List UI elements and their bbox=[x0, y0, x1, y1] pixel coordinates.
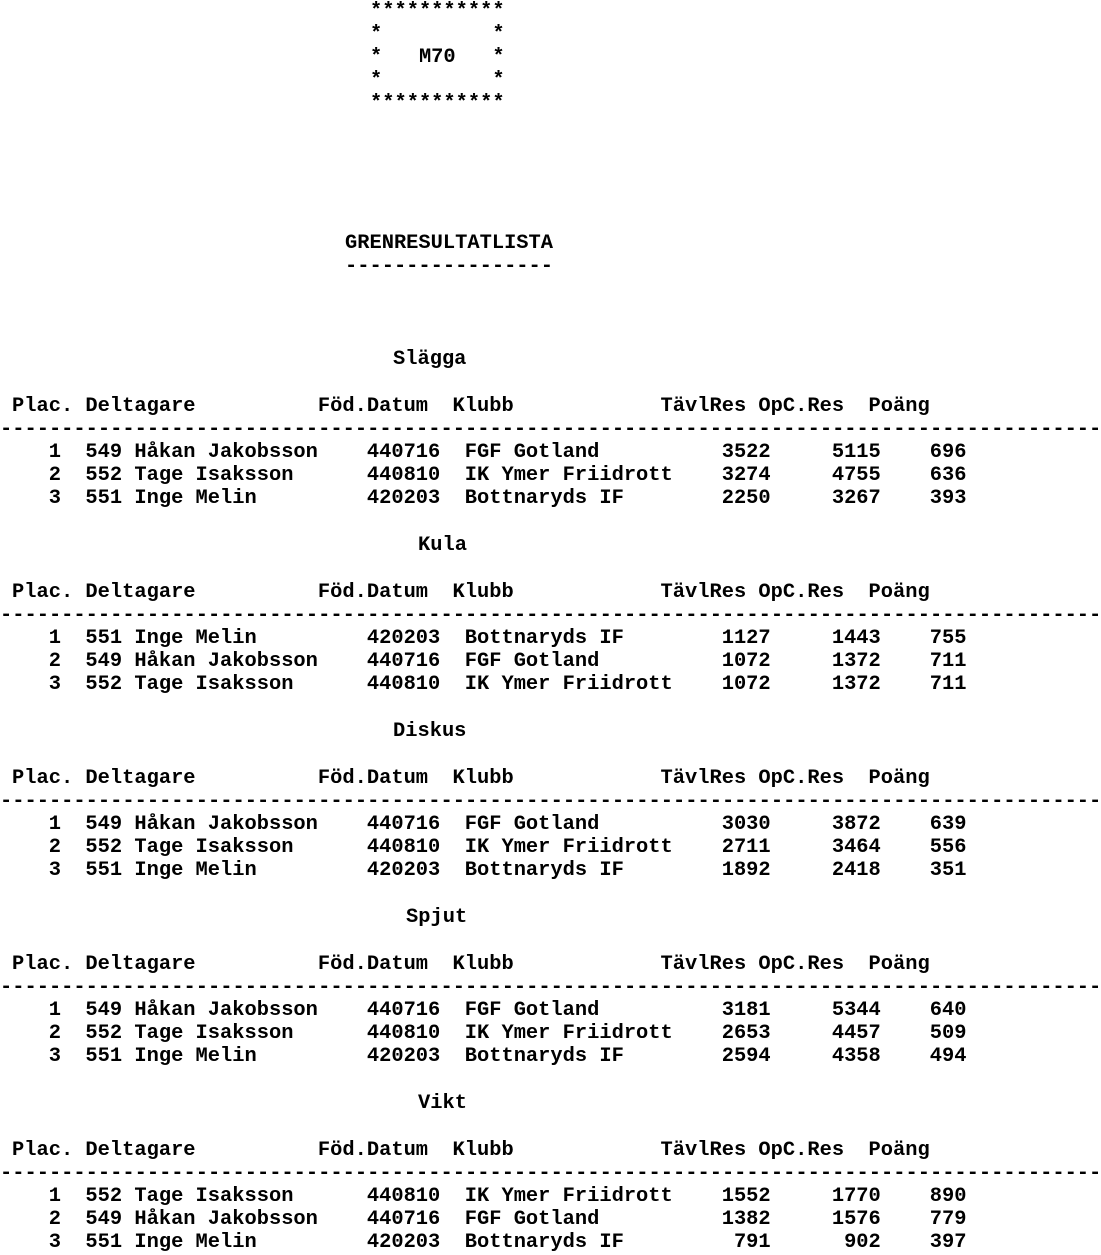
banner-line-5: *********** bbox=[370, 92, 505, 115]
table-header: Plac. Deltagare Föd.Datum Klubb TävlRes OpC.Res Poäng bbox=[12, 1139, 930, 1162]
event-title: Spjut bbox=[406, 906, 468, 929]
banner-line-2: * * bbox=[370, 23, 505, 46]
table-header: Plac. Deltagare Föd.Datum Klubb TävlRes OpC.Res Poäng bbox=[12, 581, 930, 604]
table-row: 2 552 Tage Isaksson 440810 IK Ymer Friidrott 2711 3464 556 bbox=[12, 836, 967, 859]
table-row: 3 552 Tage Isaksson 440810 IK Ymer Friidrott 1072 1372 711 bbox=[12, 673, 967, 696]
table-row: 1 549 Håkan Jakobsson 440716 FGF Gotland 3030 3872 639 bbox=[12, 813, 967, 836]
table-row: 3 551 Inge Melin 420203 Bottnaryds IF 2250 3267 393 bbox=[12, 487, 967, 510]
event-title: Slägga bbox=[393, 348, 467, 371]
page-title-underline: ----------------- bbox=[345, 255, 554, 278]
table-row: 2 552 Tage Isaksson 440810 IK Ymer Friidrott 3274 4755 636 bbox=[12, 464, 967, 487]
event-title: Kula bbox=[418, 534, 467, 557]
table-row: 2 549 Håkan Jakobsson 440716 FGF Gotland 1382 1576 779 bbox=[12, 1208, 967, 1231]
table-rule: ------------------------------------------------------------------------------------------ bbox=[0, 1162, 1101, 1185]
table-rule: ------------------------------------------------------------------------------------------ bbox=[0, 418, 1101, 441]
table-rule: ------------------------------------------------------------------------------------------ bbox=[0, 604, 1101, 627]
banner-line-4: * * bbox=[370, 69, 505, 92]
event-title: Vikt bbox=[418, 1092, 467, 1115]
table-row: 1 551 Inge Melin 420203 Bottnaryds IF 1127 1443 755 bbox=[12, 627, 967, 650]
table-row: 3 551 Inge Melin 420203 Bottnaryds IF 1892 2418 351 bbox=[12, 859, 967, 882]
table-row: 1 549 Håkan Jakobsson 440716 FGF Gotland 3181 5344 640 bbox=[12, 999, 967, 1022]
table-row: 3 551 Inge Melin 420203 Bottnaryds IF 791 902 397 bbox=[12, 1231, 967, 1254]
page-title: GRENRESULTATLISTA bbox=[345, 232, 554, 255]
table-row: 2 549 Håkan Jakobsson 440716 FGF Gotland 1072 1372 711 bbox=[12, 650, 967, 673]
table-row: 3 551 Inge Melin 420203 Bottnaryds IF 2594 4358 494 bbox=[12, 1045, 967, 1068]
banner-line-1: *********** bbox=[370, 0, 505, 23]
event-title: Diskus bbox=[393, 720, 467, 743]
table-rule: ------------------------------------------------------------------------------------------ bbox=[0, 790, 1101, 813]
table-header: Plac. Deltagare Föd.Datum Klubb TävlRes OpC.Res Poäng bbox=[12, 395, 930, 418]
table-header: Plac. Deltagare Föd.Datum Klubb TävlRes OpC.Res Poäng bbox=[12, 953, 930, 976]
table-header: Plac. Deltagare Föd.Datum Klubb TävlRes OpC.Res Poäng bbox=[12, 767, 930, 790]
table-row: 1 549 Håkan Jakobsson 440716 FGF Gotland 3522 5115 696 bbox=[12, 441, 967, 464]
table-row: 2 552 Tage Isaksson 440810 IK Ymer Friidrott 2653 4457 509 bbox=[12, 1022, 967, 1045]
banner-line-3: * M70 * bbox=[370, 46, 505, 69]
table-rule: ------------------------------------------------------------------------------------------ bbox=[0, 976, 1101, 999]
table-row: 1 552 Tage Isaksson 440810 IK Ymer Friidrott 1552 1770 890 bbox=[12, 1185, 967, 1208]
